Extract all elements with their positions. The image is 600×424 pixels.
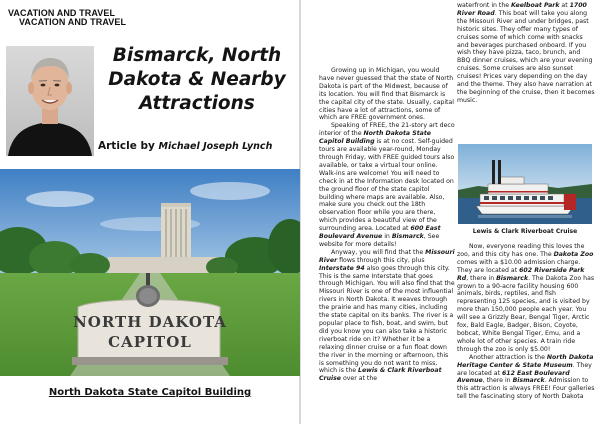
body-text: Growing up in Michigan, you would have never guessed that the state of North Dakota is part of the Midwest, because of its location. You will find that Bismarck is the capital city of the state. Usually, capital cities have a lot of attractions, some of which are FREE government ones. — [319, 67, 454, 122]
emphasis-text: Keelboat Park — [511, 2, 560, 9]
emphasis-text: 1700 River Road — [457, 2, 587, 17]
article-paragraph — [457, 354, 595, 401]
emphasis-text: Bismarck — [391, 233, 424, 241]
article-column-2-top — [457, 2, 595, 140]
body-text: , there in — [482, 377, 513, 385]
emphasis-text: Lewis & Clark Riverboat Cruise — [319, 367, 442, 383]
body-text: waterfront in the — [457, 2, 512, 9]
author-photo — [6, 46, 94, 156]
body-text: Anyway, you will find that the — [331, 248, 426, 256]
riverboat-photo — [458, 144, 592, 224]
body-text: , there in — [466, 274, 497, 282]
byline-author: Michael Joseph Lynch — [158, 141, 273, 152]
body-text: at — [559, 2, 570, 9]
body-text: , See website for more details! — [319, 233, 440, 248]
emphasis-text: 600 East Boulevard Avenue — [319, 225, 441, 241]
emphasis-text: Missouri River — [319, 248, 455, 264]
body-text: is at no cost. Self-guided tours are available year-round, Monday through Friday, with FREE guided tours also available, or take a virtual tour online. Walk-ins are welcome! You will need to check in at the Information desk located on the ground floor of the state capitol building where maps are available. Also, make sure you check out the 18th observation floor while you are there, which provides a beautiful view of the surrounding area. Located at — [319, 138, 455, 233]
body-text: . The Dakota Zoo has grown to a 90-acre facility housing 600 animals, birds, reptiles, and fish representing 125 species, and is visited by more than 150,000 people each year. You will see a Grizzly Bear, Bengal Tiger, Arctic fox, Bald Eagle, Badger, Bison, Coyote, bobcat, White Bengal Tiger, Emu, and a whole lot of other species. A train ride through the zoo is only $5.00! — [457, 274, 595, 353]
article-paragraph — [319, 122, 455, 249]
emphasis-text: Bismarck — [512, 377, 545, 385]
byline-prefix: Article by — [98, 140, 155, 152]
capitol-building-photo — [0, 169, 300, 376]
body-text: . This boat will take you along the Missouri River and under bridges, past historic sites. They offer many types of cruises some of which come with snacks and beverages purchased onboard. If you wish they have pizza, taco, brunch, and BBQ dinner cruises, which are your evening cruises. Some cruises are also sunset cruises! Prices vary depending on the day and the theme. They also have narration at the beginning of the cruise, then it becomes music. — [457, 9, 595, 104]
body-text: Now, everyone reading this loves the zoo, and this city has one. The — [457, 243, 585, 258]
emphasis-text: 612 East Boulevard Avenue — [457, 369, 570, 385]
capitol-photo-caption: North Dakota State Capitol Building — [48, 387, 252, 398]
article-column-1 — [319, 67, 455, 423]
emphasis-text: North Dakota Heritage Center & State Museum — [457, 353, 594, 369]
emphasis-text: 602 Riverside Park Rd — [457, 266, 585, 282]
article-paragraph — [457, 2, 595, 105]
body-text: . They are located at — [457, 361, 592, 377]
body-text: in — [382, 233, 392, 241]
body-text: over at the — [341, 375, 378, 383]
body-text: comes with a $10.00 admission charge. They are located at — [457, 258, 581, 274]
section-label-left: VACATION AND TRAVEL — [8, 8, 116, 18]
article-paragraph — [457, 243, 595, 354]
body-text: flows through this city, plus — [337, 256, 425, 264]
body-text: . Admission to this attraction is always FREE! Four galleries tell the fascinating story of North Dakota — [457, 377, 595, 401]
article-paragraph — [319, 249, 455, 383]
capitol-sign-line2: CAPITOL — [108, 333, 192, 351]
riverboat-caption: Lewis & Clark Riverboat Cruise — [472, 228, 578, 235]
emphasis-text: Dakota Zoo — [553, 250, 594, 258]
body-text: Speaking of FREE, the 21-story art deco interior of the — [319, 122, 455, 138]
emphasis-text: Bismarck — [496, 274, 529, 282]
article-title: Bismarck, North Dakota & Nearby Attractions — [108, 45, 286, 114]
body-text: Another attraction is the — [469, 353, 547, 361]
article-paragraph — [319, 67, 455, 122]
emphasis-text: North Dakota State Capitol Building — [319, 130, 431, 146]
capitol-sign-line1: NORTH DAKOTA — [73, 313, 227, 331]
byline — [98, 140, 298, 152]
body-text: also goes through this city. This is the same Interstate that goes through Michigan. You will also find that the Missouri River is one of the most influential rivers in North Dakota. It weaves through the prairie and has many cities, including the state capital on its banks. The river is a popular place to fish, boat, and swim, but did you know you can also take a historic riverboat ride on it? Whether it be a relaxing dinner cruise or a fun float down the river in the morning or afternoon, this is something you do not want to miss, which is the — [319, 264, 455, 375]
section-label-right: VACATION AND TRAVEL — [19, 17, 127, 27]
emphasis-text: Interstate 94 — [319, 264, 365, 272]
article-column-2-bottom — [457, 243, 595, 424]
